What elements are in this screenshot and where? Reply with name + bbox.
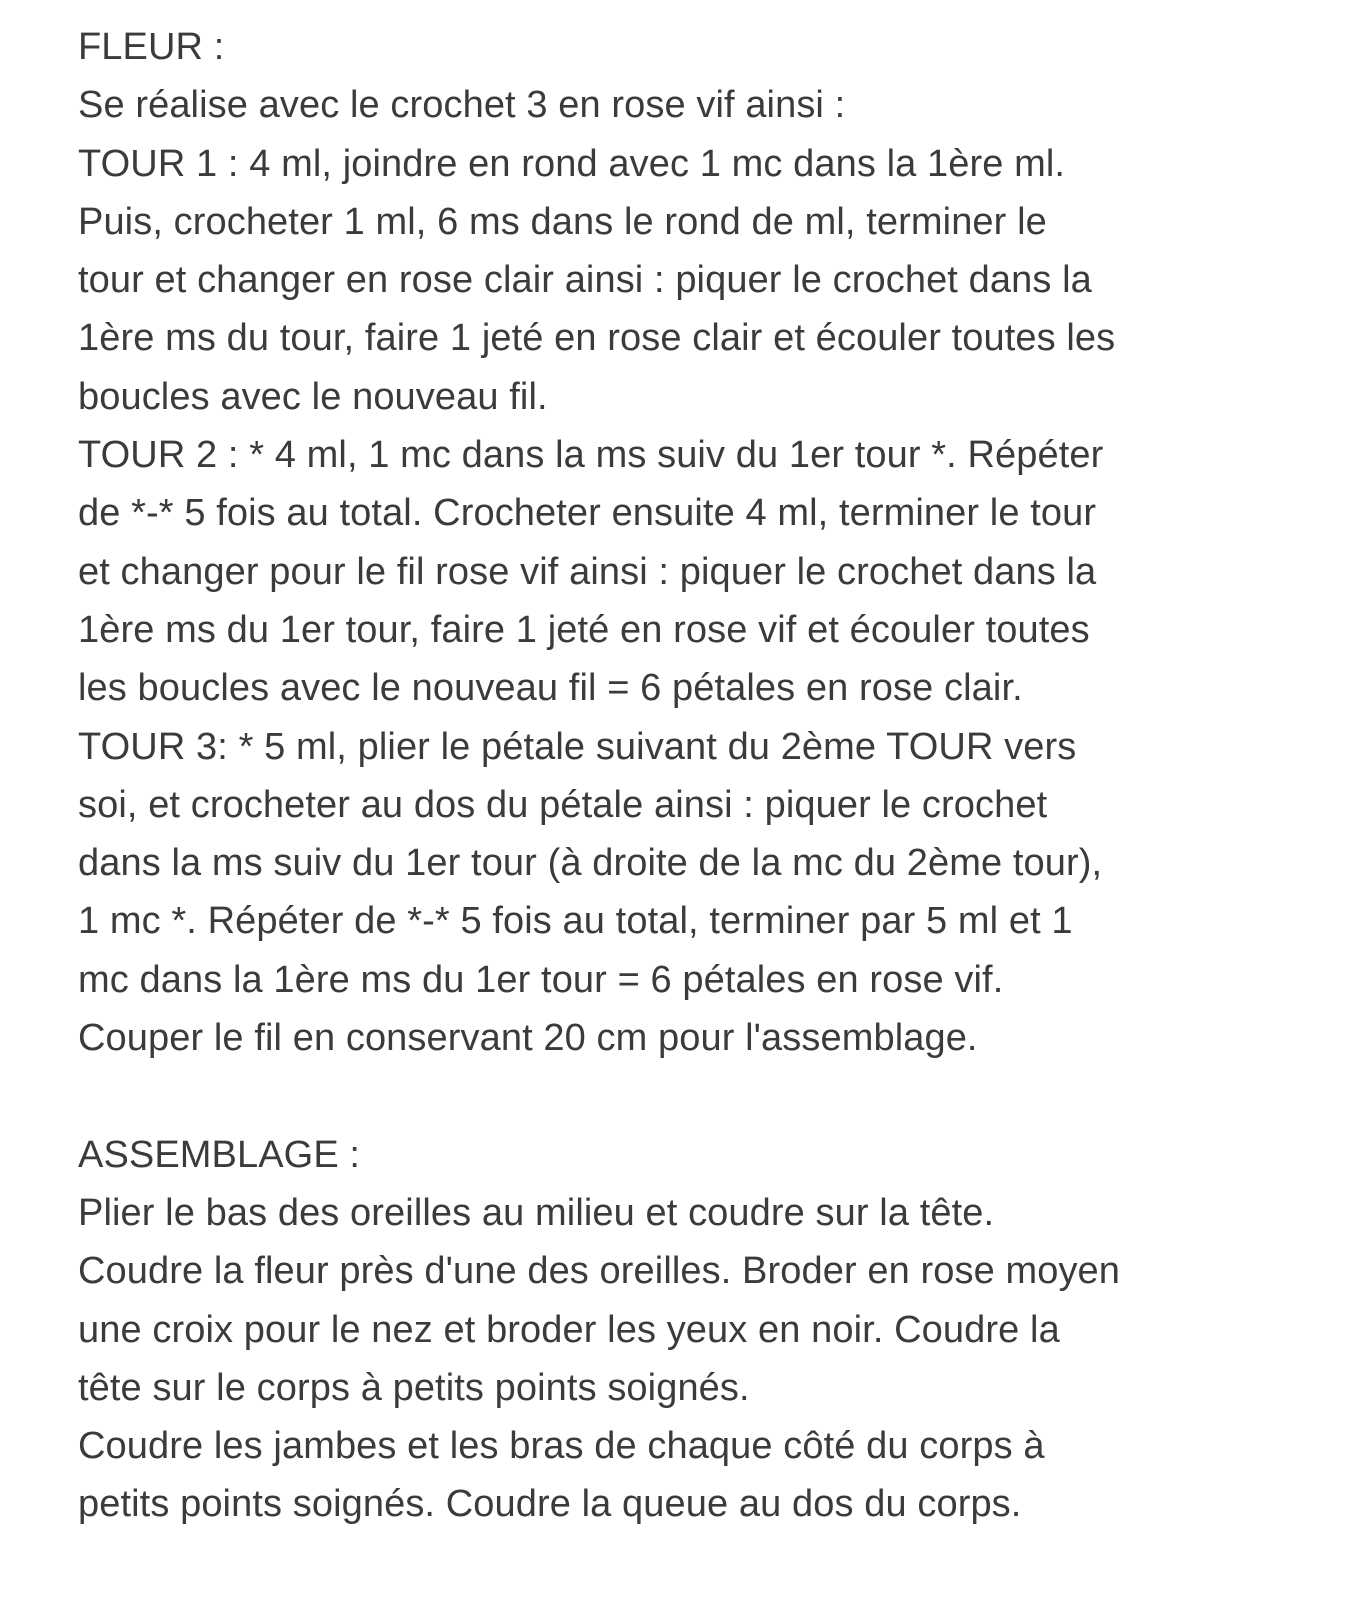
paragraph-line: dans la ms suiv du 1er tour (à droite de la mc du 2ème tour), — [78, 842, 1103, 885]
paragraph-line: tour et changer en rose clair ainsi : piquer le crochet dans la — [78, 259, 1092, 302]
paragraph-line: petits points soignés. Coudre la queue au dos du corps. — [78, 1483, 1022, 1526]
paragraph-line: Coudre la fleur près d'une des oreilles. Broder en rose moyen — [78, 1250, 1121, 1293]
paragraph-line: boucles avec le nouveau fil. — [78, 375, 548, 418]
section-heading-fleur: FLEUR : — [78, 26, 225, 68]
paragraph-line: et changer pour le fil rose vif ainsi : piquer le crochet dans la — [78, 550, 1097, 593]
fleur-section — [78, 18, 1268, 1067]
paragraph-line: de *-* 5 fois au total. Crocheter ensuite 4 ml, terminer le tour — [78, 492, 1097, 535]
paragraph-line: TOUR 2 : * 4 ml, 1 mc dans la ms suiv du 1er tour *. Répéter — [78, 434, 1104, 477]
paragraph-line: tête sur le corps à petits points soignés. — [78, 1366, 750, 1409]
section-spacer — [78, 1067, 1268, 1125]
paragraph-line: une croix pour le nez et broder les yeux en noir. Coudre la — [78, 1308, 1060, 1351]
paragraph-line: Puis, crocheter 1 ml, 6 ms dans le rond de ml, terminer le — [78, 200, 1047, 243]
paragraph-line: soi, et crocheter au dos du pétale ainsi : piquer le crochet — [78, 783, 1048, 826]
paragraph-line: mc dans la 1ère ms du 1er tour = 6 pétales en rose vif. — [78, 958, 1004, 1001]
paragraph-line: Se réalise avec le crochet 3 en rose vif ainsi : — [78, 84, 846, 127]
paragraph-line: TOUR 3: * 5 ml, plier le pétale suivant du 2ème TOUR vers — [78, 725, 1077, 768]
paragraph-line: Plier le bas des oreilles au milieu et coudre sur la tête. — [78, 1191, 995, 1234]
paragraph-line: les boucles avec le nouveau fil = 6 pétales en rose clair. — [78, 667, 1023, 710]
paragraph-line: 1ère ms du 1er tour, faire 1 jeté en rose vif et écouler toutes — [78, 608, 1090, 651]
paragraph-line: 1ère ms du tour, faire 1 jeté en rose clair et écouler toutes les — [78, 317, 1116, 360]
paragraph-line: Coudre les jambes et les bras de chaque côté du corps à — [78, 1425, 1045, 1468]
instructions-document — [78, 18, 1268, 1534]
section-heading-assemblage: ASSEMBLAGE : — [78, 1133, 361, 1176]
paragraph-line: Couper le fil en conservant 20 cm pour l'assemblage. — [78, 1017, 978, 1060]
paragraph-line: 1 mc *. Répéter de *-* 5 fois au total, terminer par 5 ml et 1 — [78, 900, 1073, 943]
assemblage-section — [78, 1126, 1268, 1534]
paragraph-line: TOUR 1 : 4 ml, joindre en rond avec 1 mc dans la 1ère ml. — [78, 142, 1066, 185]
